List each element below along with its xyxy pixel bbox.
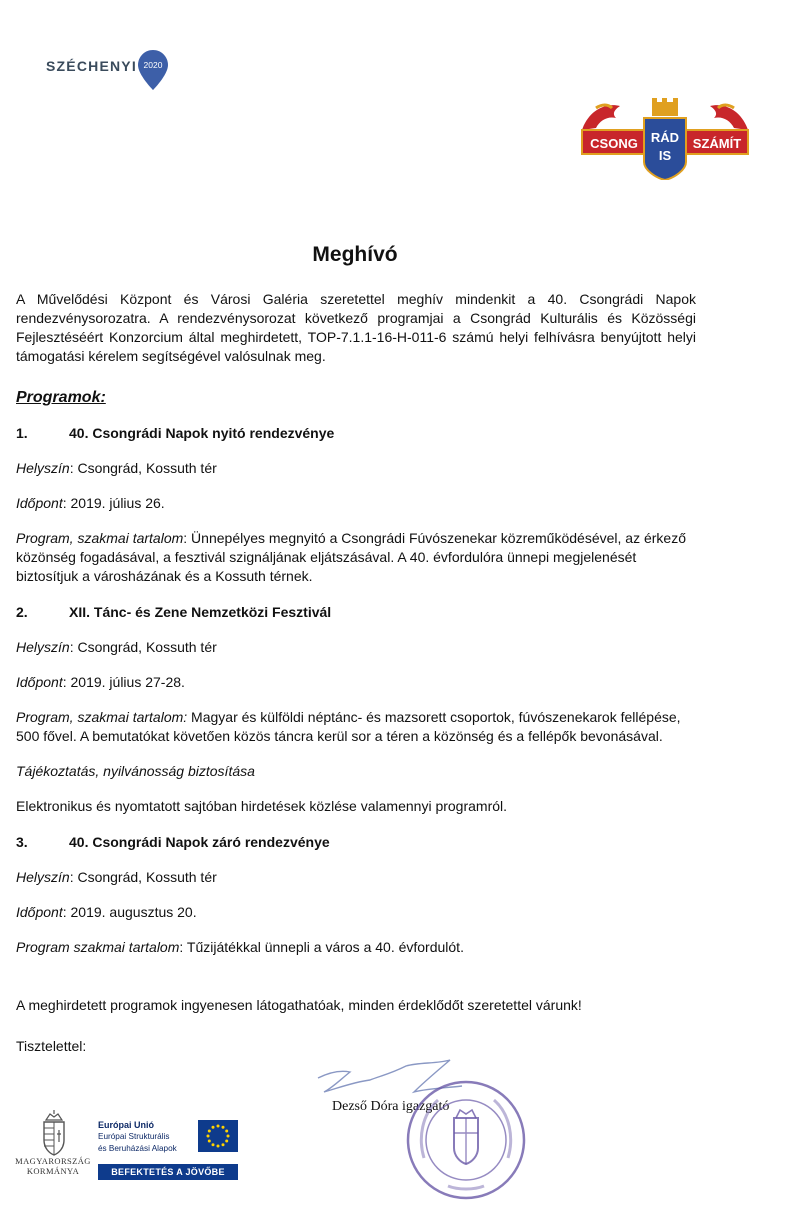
coat-of-arms-icon [40, 1110, 68, 1156]
program-content [16, 708, 696, 746]
program-title [16, 424, 696, 443]
venue-label: Helyszín [16, 460, 70, 476]
program-info-label [16, 762, 696, 781]
program-1 [16, 424, 696, 586]
program-venue [16, 868, 696, 887]
program-title-text: XII. Tánc- és Zene Nemzetközi Fesztivál [69, 604, 332, 620]
content-label: Program, szakmai tartalom: [16, 709, 188, 725]
date-label: Időpont [16, 674, 63, 690]
eu-funding-logo [98, 1120, 240, 1182]
venue-value: : Csongrád, Kossuth tér [69, 639, 217, 655]
content-value: Magyar és külföldi néptánc- és mazsorett csoportok, fúvószenekarok fellépése, 500 fővel. A bemutatókat követően közös táncra kerül sor a téren a közönség és a fellépők bevonásával. [16, 709, 681, 744]
csongrad-logo-left: CSONG [590, 136, 638, 151]
gov-line2: KORMÁNYA [26, 1166, 80, 1176]
content-value: : Ünnepélyes megnyitó a Csongrádi Fúvószenekar közreműködésével, az érkező közönség fogadásával, a fesztivál szignáljának eljátszásával. A 40. évfordulóra ünnepi megjelenését biztosítjuk a városházának és a Kossuth térnek. [16, 530, 686, 584]
program-info: Elektronikus és nyomtatott sajtóban hirdetések közlése valamennyi programról. [16, 798, 508, 814]
program-title-text: 40. Csongrádi Napok záró rendezvénye [69, 834, 330, 850]
document-title: Meghívó [312, 243, 398, 266]
program-title [16, 603, 696, 622]
programs-heading: Programok: [16, 389, 106, 406]
eu-title: Európai Unió [98, 1120, 154, 1130]
location-pin-icon [138, 50, 168, 90]
content-value: : Tűzijátékkal ünnepli a város a 40. évfordulót. [179, 939, 464, 955]
date-value: : 2019. július 27-28. [62, 674, 185, 690]
date-value: : 2019. augusztus 20. [62, 904, 197, 920]
program-content [16, 529, 696, 586]
csongrad-logo-right: SZÁMÍT [692, 136, 742, 151]
szechenyi-logo-year: 2020 [143, 60, 163, 70]
program-date [16, 494, 696, 513]
content-label: Program, szakmai tartalom [16, 530, 184, 546]
eu-line1: Európai Strukturális [98, 1132, 170, 1141]
venue-label: Helyszín [16, 869, 70, 885]
program-number: 2. [16, 604, 28, 620]
szechenyi-logo-text: SZÉCHENYI [46, 58, 137, 74]
content-label: Program szakmai tartalom [16, 939, 180, 955]
program-title [16, 833, 696, 852]
venue-label: Helyszín [16, 639, 70, 655]
program-venue [16, 638, 696, 657]
official-stamp [404, 1078, 528, 1202]
date-label: Időpont [16, 904, 63, 920]
program-number: 1. [16, 425, 28, 441]
intro-paragraph: A Művelődési Központ és Városi Galéria szeretettel meghív mindenkit a 40. Csongrádi Napok rendezvénysorozatra. A rendezvénysorozat következő programjai a Csongrád Kulturális és Közösségi Fejlesztéséért Konzorcium által meghirdetett, TOP-7.1.1-16-H-011-6 számú helyi felhívásra benyújtott helyi támogatási kérelem segítségével valósulnak meg. [16, 291, 696, 364]
program-title-text: 40. Csongrádi Napok nyitó rendezvénye [69, 425, 335, 441]
program-2 [16, 603, 696, 816]
program-content [16, 938, 696, 957]
program-venue [16, 459, 696, 478]
eu-flag-icon [198, 1120, 238, 1152]
csongrad-logo-mid-top: RÁD [650, 130, 680, 145]
gov-line1: MAGYARORSZÁG [15, 1156, 91, 1166]
program-date [16, 673, 696, 692]
csongrad-is-szamit-logo [578, 96, 752, 180]
gov-name [14, 1156, 92, 1176]
document-body [16, 290, 696, 957]
program-number: 3. [16, 834, 28, 850]
venue-value: : Csongrád, Kossuth tér [69, 869, 217, 885]
closing-line: A meghirdetett programok ingyenesen látogathatóak, minden érdeklődőt szeretettel várunk! [16, 997, 582, 1013]
program-3 [16, 833, 696, 957]
regards-line: Tisztelettel: [16, 1038, 87, 1054]
info-label: Tájékoztatás, nyilvánosság biztosítása [16, 763, 255, 779]
signer-name: Dezső Dóra igazgató [332, 1099, 450, 1114]
eu-line2: és Beruházási Alapok [98, 1144, 177, 1153]
date-value: : 2019. július 26. [62, 495, 165, 511]
date-label: Időpont [16, 495, 63, 511]
program-date [16, 903, 696, 922]
csongrad-logo-mid-bottom: IS [658, 148, 672, 163]
eu-banner: BEFEKTETÉS A JÖVŐBE [98, 1164, 238, 1180]
venue-value: : Csongrád, Kossuth tér [69, 460, 217, 476]
